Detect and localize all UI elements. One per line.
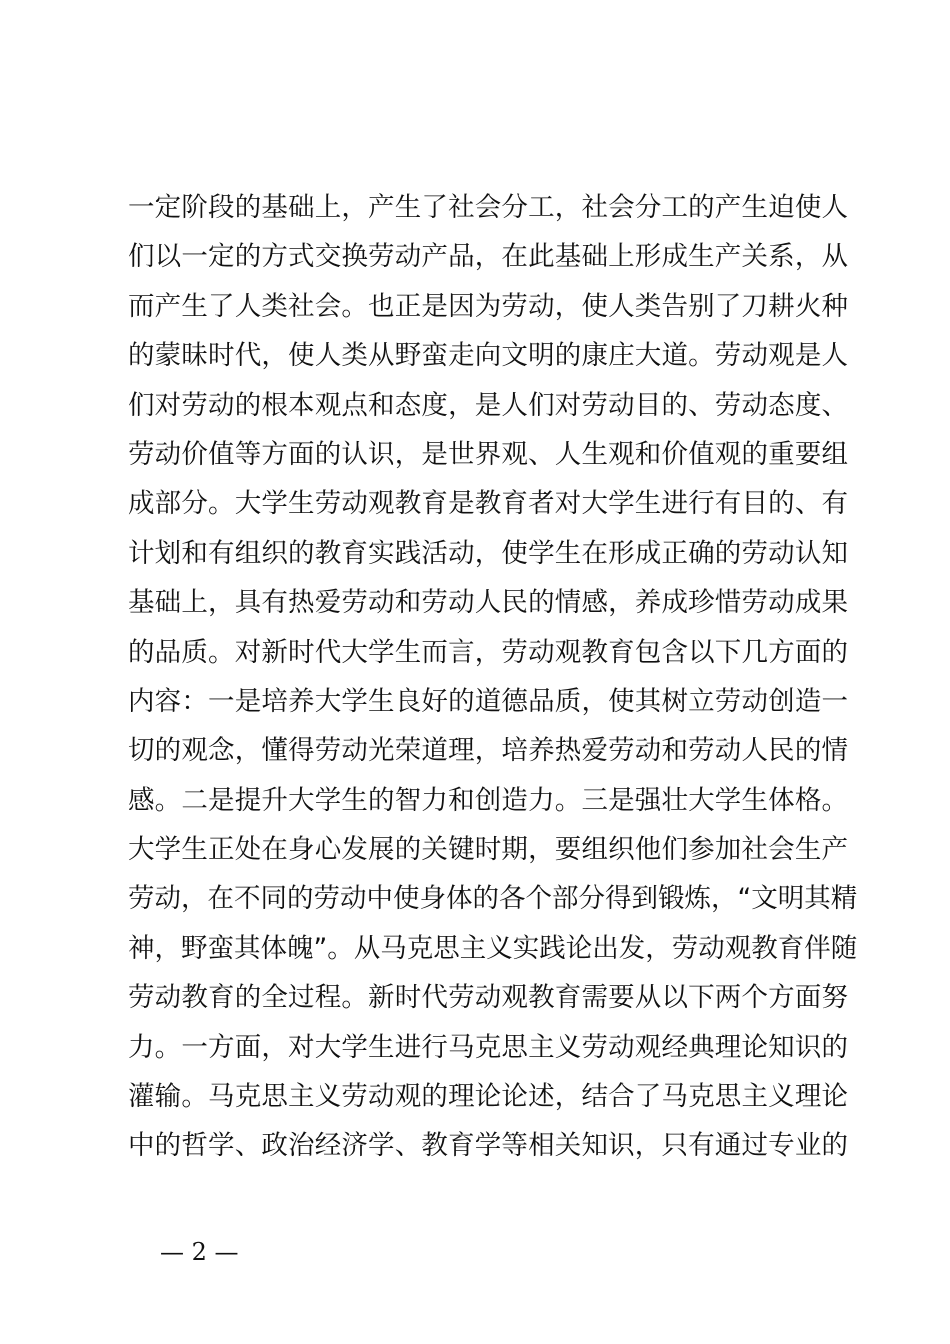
text-line: 们以一定的方式交换劳动产品，在此基础上形成生产关系，从 <box>128 241 848 273</box>
text-line: 劳动价值等方面的认识，是世界观、人生观和价值观的重要组 <box>128 438 848 470</box>
text-line: 成部分。大学生劳动观教育是教育者对大学生进行有目的、有 <box>128 488 848 520</box>
text-line: 大学生正处在身心发展的关键时期，要组织他们参加社会生产 <box>128 834 848 866</box>
text-line: 切的观念，懂得劳动光荣道理，培养热爱劳动和劳动人民的情 <box>128 735 848 767</box>
text-line: 劳动，在不同的劳动中使身体的各个部分得到锻炼，“文明其精 <box>128 883 858 915</box>
text-line: 而产生了人类社会。也正是因为劳动，使人类告别了刀耕火种 <box>128 290 848 322</box>
text-line: 们对劳动的根本观点和态度，是人们对劳动目的、劳动态度、 <box>128 389 848 421</box>
text-line: 计划和有组织的教育实践活动，使学生在形成正确的劳动认知 <box>128 537 848 569</box>
text-line: 劳动教育的全过程。新时代劳动观教育需要从以下两个方面努 <box>128 982 848 1014</box>
text-line: 神，野蛮其体魄”。从马克思主义实践论出发，劳动观教育伴随 <box>128 932 858 964</box>
text-line: 内容：一是培养大学生良好的道德品质，使其树立劳动创造一 <box>128 685 848 717</box>
text-line: 感。二是提升大学生的智力和创造力。三是强壮大学生体格。 <box>128 784 848 816</box>
page-number: — 2 — <box>160 1238 239 1266</box>
text-line: 力。一方面，对大学生进行马克思主义劳动观经典理论知识的 <box>128 1031 848 1063</box>
text-line: 中的哲学、政治经济学、教育学等相关知识，只有通过专业的 <box>128 1130 848 1162</box>
body-text <box>128 183 858 1171</box>
text-line: 基础上，具有热爱劳动和劳动人民的情感，养成珍惜劳动成果 <box>128 587 848 619</box>
text-line: 的蒙昧时代，使人类从野蛮走向文明的康庄大道。劳动观是人 <box>128 340 848 372</box>
text-line: 灌输。马克思主义劳动观的理论论述，结合了马克思主义理论 <box>128 1081 848 1113</box>
text-line: 的品质。对新时代大学生而言，劳动观教育包含以下几方面的 <box>128 636 848 668</box>
text-line: 一定阶段的基础上，产生了社会分工，社会分工的产生迫使人 <box>128 192 848 223</box>
